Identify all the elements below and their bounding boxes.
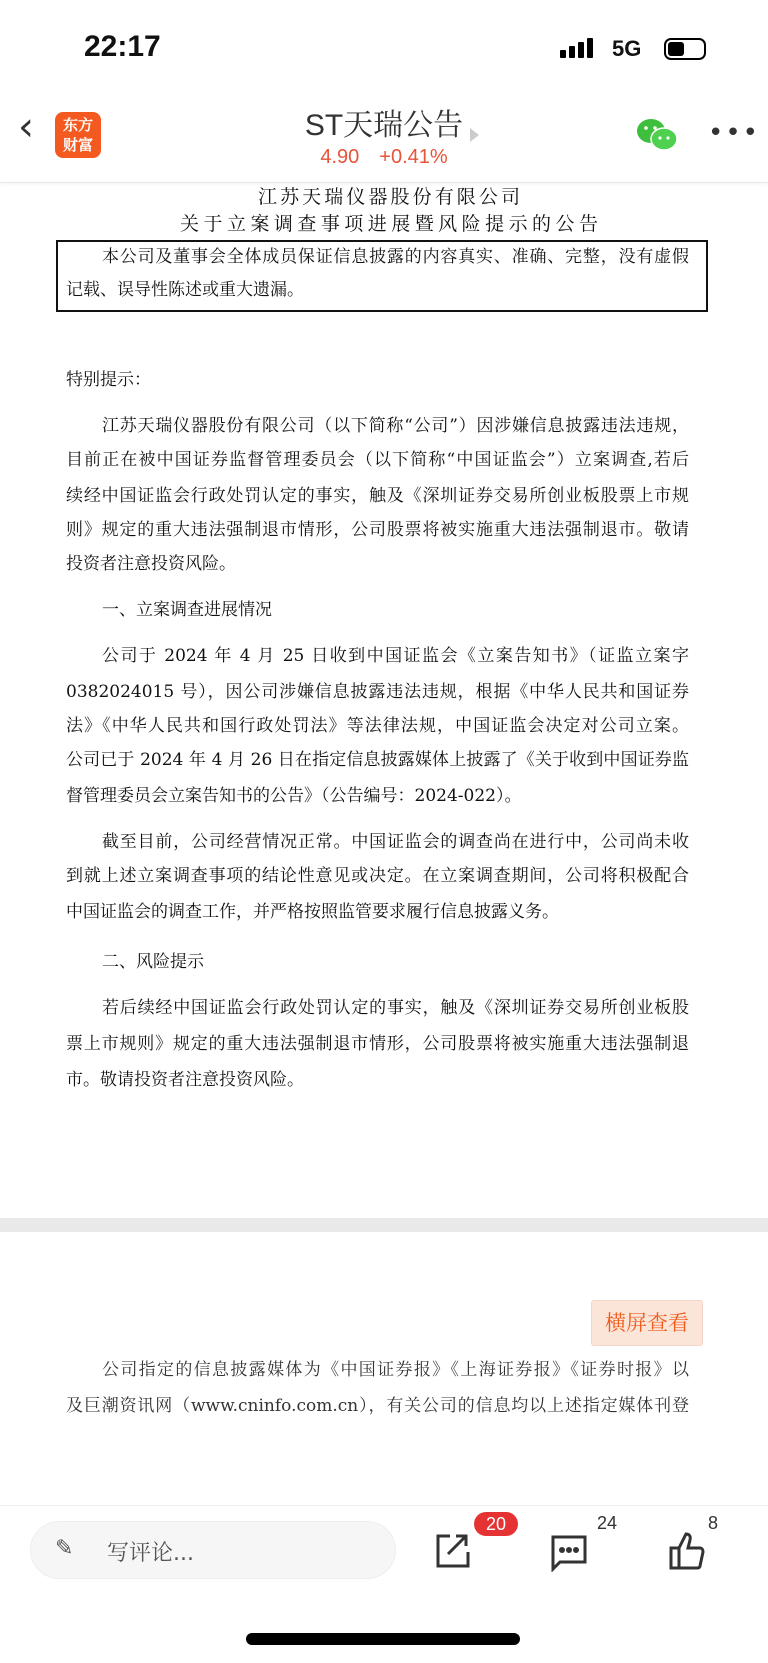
landscape-view-button[interactable]: 横屏查看 xyxy=(591,1300,703,1346)
stock-quote xyxy=(200,146,568,169)
text-line: 中国证监会的调查工作，并严格按照监管要求履行信息披露义务。 xyxy=(66,902,559,922)
announcement-title: 关于立案调查事项进展暨风险提示的公告 xyxy=(180,213,600,235)
wechat-share-icon[interactable] xyxy=(636,118,678,156)
text-line: 及巨潮资讯网（www.cninfo.com.cn），有关公司的信息均以上述指定媒体刊登 xyxy=(66,1396,689,1416)
share-count-badge: 20 xyxy=(474,1512,518,1536)
text-line: 投资者注意投资风险。 xyxy=(66,554,236,574)
text-line: 票上市规则》规定的重大违法强制退市情形，公司股票将被实施重大违法强制退 xyxy=(66,1034,689,1054)
stock-change: +0.41% xyxy=(379,146,448,168)
text-line: 江苏天瑞仪器股份有限公司（以下简称“公司”）因涉嫌信息披露违法违规， xyxy=(102,416,689,436)
logo-text: 财富 xyxy=(62,136,93,154)
comment-count: 24 xyxy=(597,1513,618,1533)
section-heading: 一、立案调查进展情况 xyxy=(102,600,272,620)
notice-line: 本公司及董事会全体成员保证信息披露的内容真实、准确、完整，没有虚假 xyxy=(102,247,689,267)
section-heading: 二、风险提示 xyxy=(102,952,204,972)
share-button[interactable] xyxy=(434,1532,470,1576)
page-separator xyxy=(0,1218,768,1232)
text-line: 则》规定的重大违法强制退市情形，公司股票将被实施重大违法强制退市。敬请 xyxy=(66,520,689,540)
status-bar xyxy=(0,0,768,95)
more-icon[interactable]: ••• xyxy=(708,118,761,148)
company-name: 江苏天瑞仪器股份有限公司 xyxy=(258,186,522,208)
back-button[interactable]: ‹ xyxy=(18,104,34,150)
page-title[interactable]: ST天瑞公告 xyxy=(304,109,464,142)
text-line: 若后续经中国证监会行政处罚认定的事实，触及《深圳证券交易所创业板股 xyxy=(102,998,689,1018)
home-indicator xyxy=(246,1633,520,1645)
clock: 22:17 xyxy=(84,30,161,63)
app-logo[interactable] xyxy=(55,112,101,158)
like-button[interactable] xyxy=(668,1530,706,1578)
play-arrow-icon xyxy=(470,128,479,142)
battery-icon xyxy=(664,38,706,60)
section-label: 特别提示： xyxy=(66,370,151,390)
comment-placeholder: 写评论... xyxy=(107,1541,194,1566)
network-type: 5G xyxy=(612,36,642,61)
text-line: 公司于 2024 年 4 月 25 日收到中国证监会《立案告知书》（证监立案字 xyxy=(102,646,689,666)
text-line: 0382024015 号），因公司涉嫌信息披露违法违规，根据《中华人民共和国证券 xyxy=(66,682,689,702)
text-line: 到就上述立案调查事项的结论性意见或决定。在立案调查期间，公司将积极配合 xyxy=(66,866,689,886)
notice-line: 记载、误导性陈述或重大遗漏。 xyxy=(66,280,304,300)
text-line: 截至目前，公司经营情况正常。中国证监会的调查尚在进行中，公司尚未收 xyxy=(102,832,689,852)
text-line: 督管理委员会立案告知书的公告》（公告编号：2024-022）。 xyxy=(66,786,522,806)
logo-text: 东方 xyxy=(62,116,93,134)
text-line: 公司指定的信息披露媒体为《中国证券报》《上海证券报》《证券时报》以 xyxy=(102,1360,689,1380)
text-line: 公司已于 2024 年 4 月 26 日在指定信息披露媒体上披露了《关于收到中国证券监 xyxy=(66,750,689,770)
like-count: 8 xyxy=(708,1513,719,1533)
text-line: 市。敬请投资者注意投资风险。 xyxy=(66,1070,304,1090)
text-line: 法》《中华人民共和国行政处罚法》等法律法规，中国证监会决定对公司立案。 xyxy=(66,716,689,736)
signal-icon xyxy=(560,38,593,58)
text-line: 续经中国证监会行政处罚认定的事实，触及《深圳证券交易所创业板股票上市规 xyxy=(66,486,689,506)
stock-price: 4.90 xyxy=(320,146,360,168)
comment-input[interactable] xyxy=(30,1521,396,1579)
comment-button[interactable] xyxy=(550,1534,588,1580)
text-line: 目前正在被中国证券监督管理委员会（以下简称“中国证监会”）立案调查,若后 xyxy=(66,450,689,470)
pencil-icon: ✎ xyxy=(55,1536,74,1561)
